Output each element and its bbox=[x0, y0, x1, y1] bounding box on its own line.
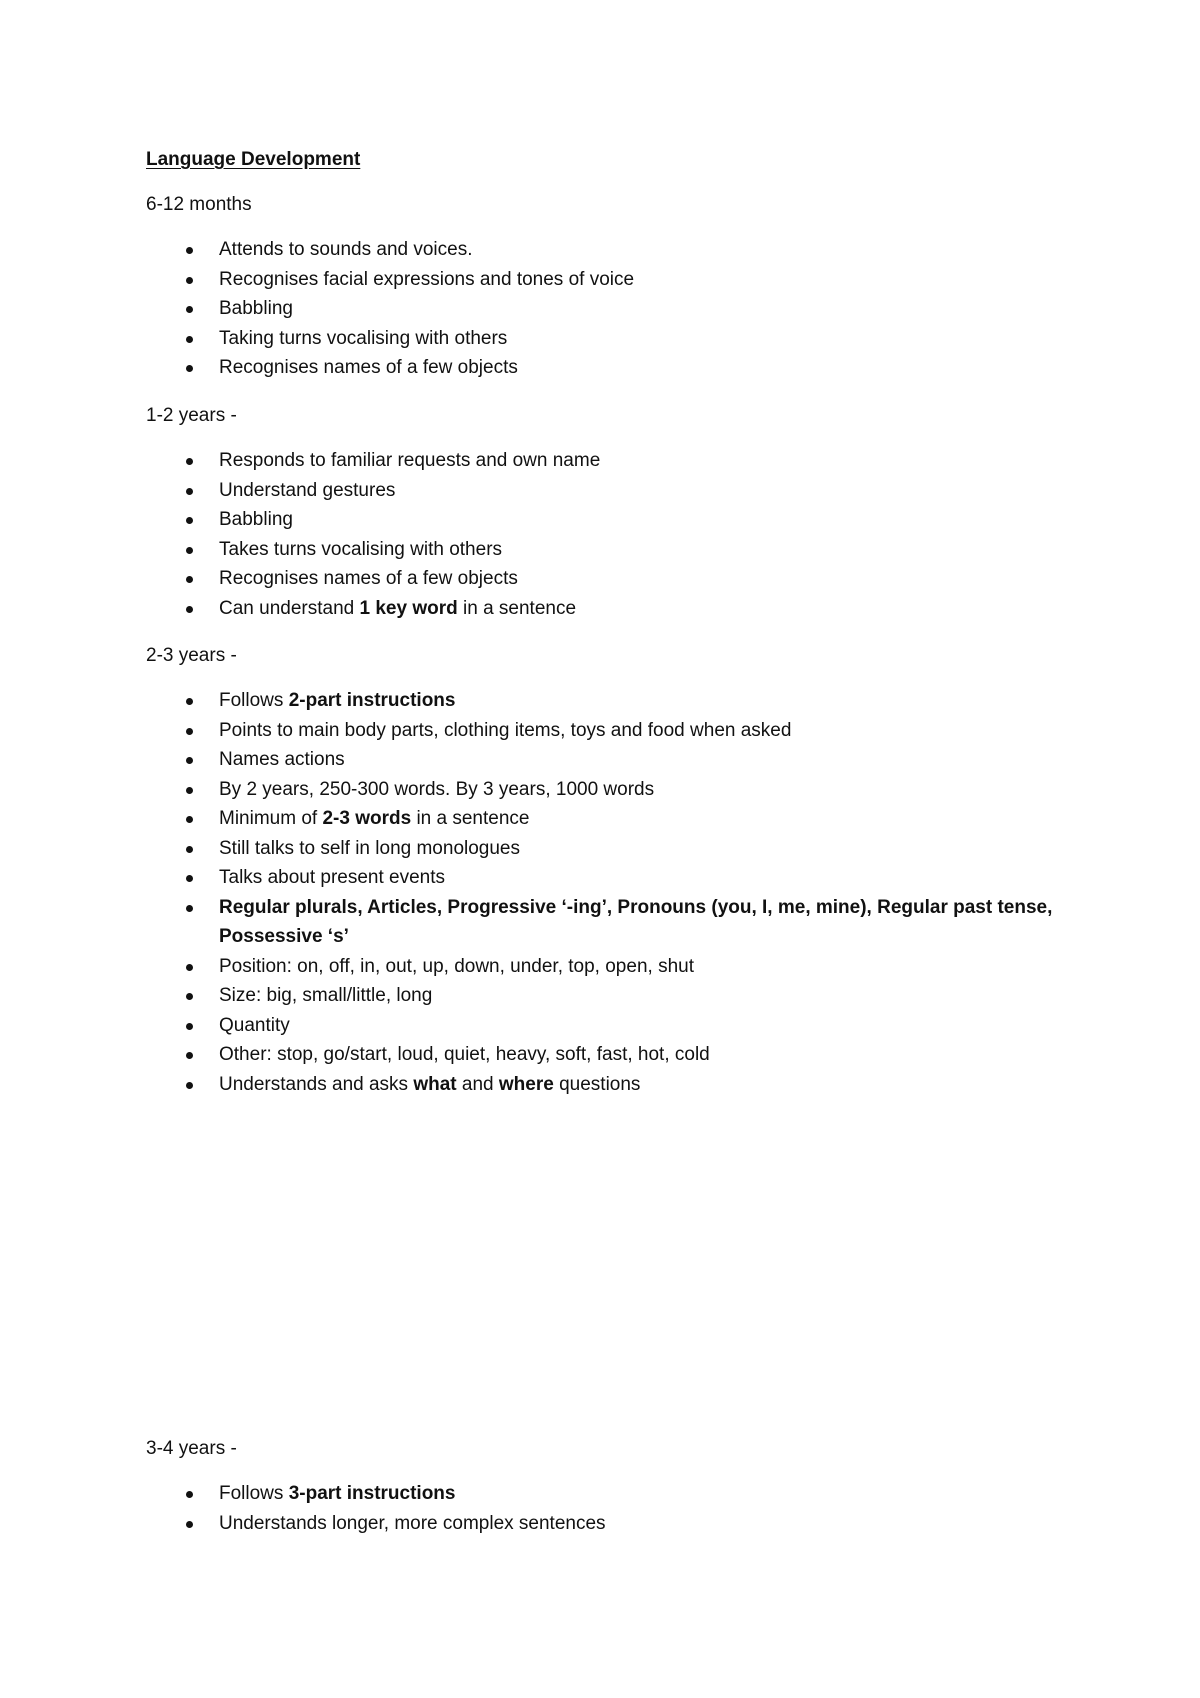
item-text: Minimum of bbox=[219, 808, 323, 829]
item-text: Babbling bbox=[219, 298, 293, 319]
list-item bbox=[146, 265, 1086, 295]
item-text: Recognises names of a few objects bbox=[219, 568, 518, 589]
bullet-list bbox=[146, 235, 1086, 383]
list-item bbox=[146, 952, 1086, 982]
list-item bbox=[146, 294, 1086, 324]
list-item bbox=[146, 1040, 1086, 1070]
list-item bbox=[146, 535, 1086, 565]
item-text: questions bbox=[553, 1073, 641, 1095]
list-item bbox=[146, 775, 1086, 805]
item-text: Babbling bbox=[219, 509, 293, 530]
list-item bbox=[146, 1479, 1086, 1509]
item-text: Size: big, small/little, long bbox=[219, 985, 433, 1006]
bullet-icon bbox=[186, 306, 193, 313]
bullet-icon bbox=[186, 458, 193, 465]
item-text: and bbox=[456, 1073, 499, 1095]
item-text: Understand gestures bbox=[219, 479, 396, 501]
item-text: Attends to sounds and voices. bbox=[219, 239, 473, 260]
section-heading: 2-3 years - bbox=[146, 645, 237, 666]
item-text: in a sentence bbox=[457, 597, 577, 619]
item-text: Follows bbox=[219, 690, 289, 711]
list-item bbox=[146, 981, 1086, 1011]
bold-text: 3-part instructions bbox=[288, 1483, 456, 1504]
bullet-icon bbox=[186, 787, 193, 794]
section-heading: 6-12 months bbox=[146, 194, 252, 215]
item-text: Responds to familiar requests and own name bbox=[219, 450, 601, 471]
item-text: Follows bbox=[219, 1483, 289, 1504]
section-6-12-months bbox=[146, 193, 1086, 383]
item-text: Understands and asks bbox=[219, 1073, 414, 1095]
bold-text: Regular plurals, Articles, Progressive ‘-ing’, Pronouns (you, I, me, mine), Regular past tense, Possessive ‘s’ bbox=[219, 896, 1053, 947]
bullet-list bbox=[146, 446, 1086, 623]
document-title: Language Development bbox=[146, 149, 361, 170]
list-item bbox=[146, 594, 1086, 624]
bullet-list bbox=[146, 686, 1086, 1099]
item-text: Understands longer, more complex sentences bbox=[219, 1512, 606, 1534]
bold-text: 2-part instructions bbox=[288, 690, 456, 711]
list-item bbox=[146, 505, 1086, 535]
item-text: Still talks to self in long monologues bbox=[219, 837, 520, 859]
bullet-icon bbox=[186, 336, 193, 343]
list-item bbox=[146, 1011, 1086, 1041]
list-item bbox=[146, 716, 1086, 746]
section-heading: 1-2 years - bbox=[146, 405, 237, 426]
bold-text: what bbox=[413, 1073, 457, 1095]
bullet-icon bbox=[186, 488, 193, 495]
list-item bbox=[146, 804, 1086, 834]
section-3-4-years bbox=[146, 1437, 1086, 1538]
list-item bbox=[146, 893, 1086, 952]
bullet-icon bbox=[186, 517, 193, 524]
section-heading: 3-4 years - bbox=[146, 1438, 237, 1459]
item-text: Can understand bbox=[219, 597, 360, 619]
item-text: Quantity bbox=[219, 1014, 290, 1036]
list-item bbox=[146, 446, 1086, 476]
bullet-icon bbox=[186, 728, 193, 735]
bullet-icon bbox=[186, 1521, 193, 1528]
bullet-icon bbox=[186, 277, 193, 284]
list-item bbox=[146, 863, 1086, 893]
bold-text: 1 key word bbox=[359, 597, 458, 619]
bullet-icon bbox=[186, 905, 193, 912]
bullet-icon bbox=[186, 816, 193, 823]
bullet-icon bbox=[186, 964, 193, 971]
item-text: Position: on, off, in, out, up, down, under, top, open, shut bbox=[219, 955, 694, 977]
bullet-icon bbox=[186, 576, 193, 583]
bullet-icon bbox=[186, 757, 193, 764]
bullet-icon bbox=[186, 875, 193, 882]
section-1-2-years bbox=[146, 404, 1086, 623]
list-item bbox=[146, 324, 1086, 354]
bullet-icon bbox=[186, 698, 193, 705]
list-item bbox=[146, 476, 1086, 506]
bullet-icon bbox=[186, 1052, 193, 1059]
list-item bbox=[146, 686, 1086, 716]
list-item bbox=[146, 564, 1086, 594]
bullet-icon bbox=[186, 365, 193, 372]
bullet-icon bbox=[186, 1082, 193, 1089]
item-text: By 2 years, 250-300 words. By 3 years, 1000 words bbox=[219, 778, 655, 800]
bold-text: where bbox=[498, 1073, 554, 1095]
item-text: Recognises facial expressions and tones of voice bbox=[219, 268, 635, 290]
section-2-3-years bbox=[146, 644, 1086, 1099]
list-item bbox=[146, 745, 1086, 775]
list-item bbox=[146, 1509, 1086, 1539]
list-item bbox=[146, 235, 1086, 265]
list-item bbox=[146, 834, 1086, 864]
item-text: Other: stop, go/start, loud, quiet, heavy, soft, fast, hot, cold bbox=[219, 1044, 710, 1065]
bullet-icon bbox=[186, 547, 193, 554]
bullet-list bbox=[146, 1479, 1086, 1538]
bold-text: 2-3 words bbox=[322, 808, 412, 829]
item-text: in a sentence bbox=[411, 808, 530, 829]
item-text: Talks about present events bbox=[219, 867, 446, 888]
bullet-icon bbox=[186, 247, 193, 254]
bullet-icon bbox=[186, 846, 193, 853]
bullet-icon bbox=[186, 606, 193, 613]
item-text: Recognises names of a few objects bbox=[219, 357, 518, 378]
list-item bbox=[146, 1070, 1086, 1100]
list-item bbox=[146, 353, 1086, 383]
item-text: Takes turns vocalising with others bbox=[219, 538, 503, 560]
item-text: Names actions bbox=[219, 749, 345, 770]
bullet-icon bbox=[186, 993, 193, 1000]
item-text: Taking turns vocalising with others bbox=[219, 327, 508, 349]
item-text: Points to main body parts, clothing items, toys and food when asked bbox=[219, 719, 792, 741]
bullet-icon bbox=[186, 1023, 193, 1030]
bullet-icon bbox=[186, 1491, 193, 1498]
